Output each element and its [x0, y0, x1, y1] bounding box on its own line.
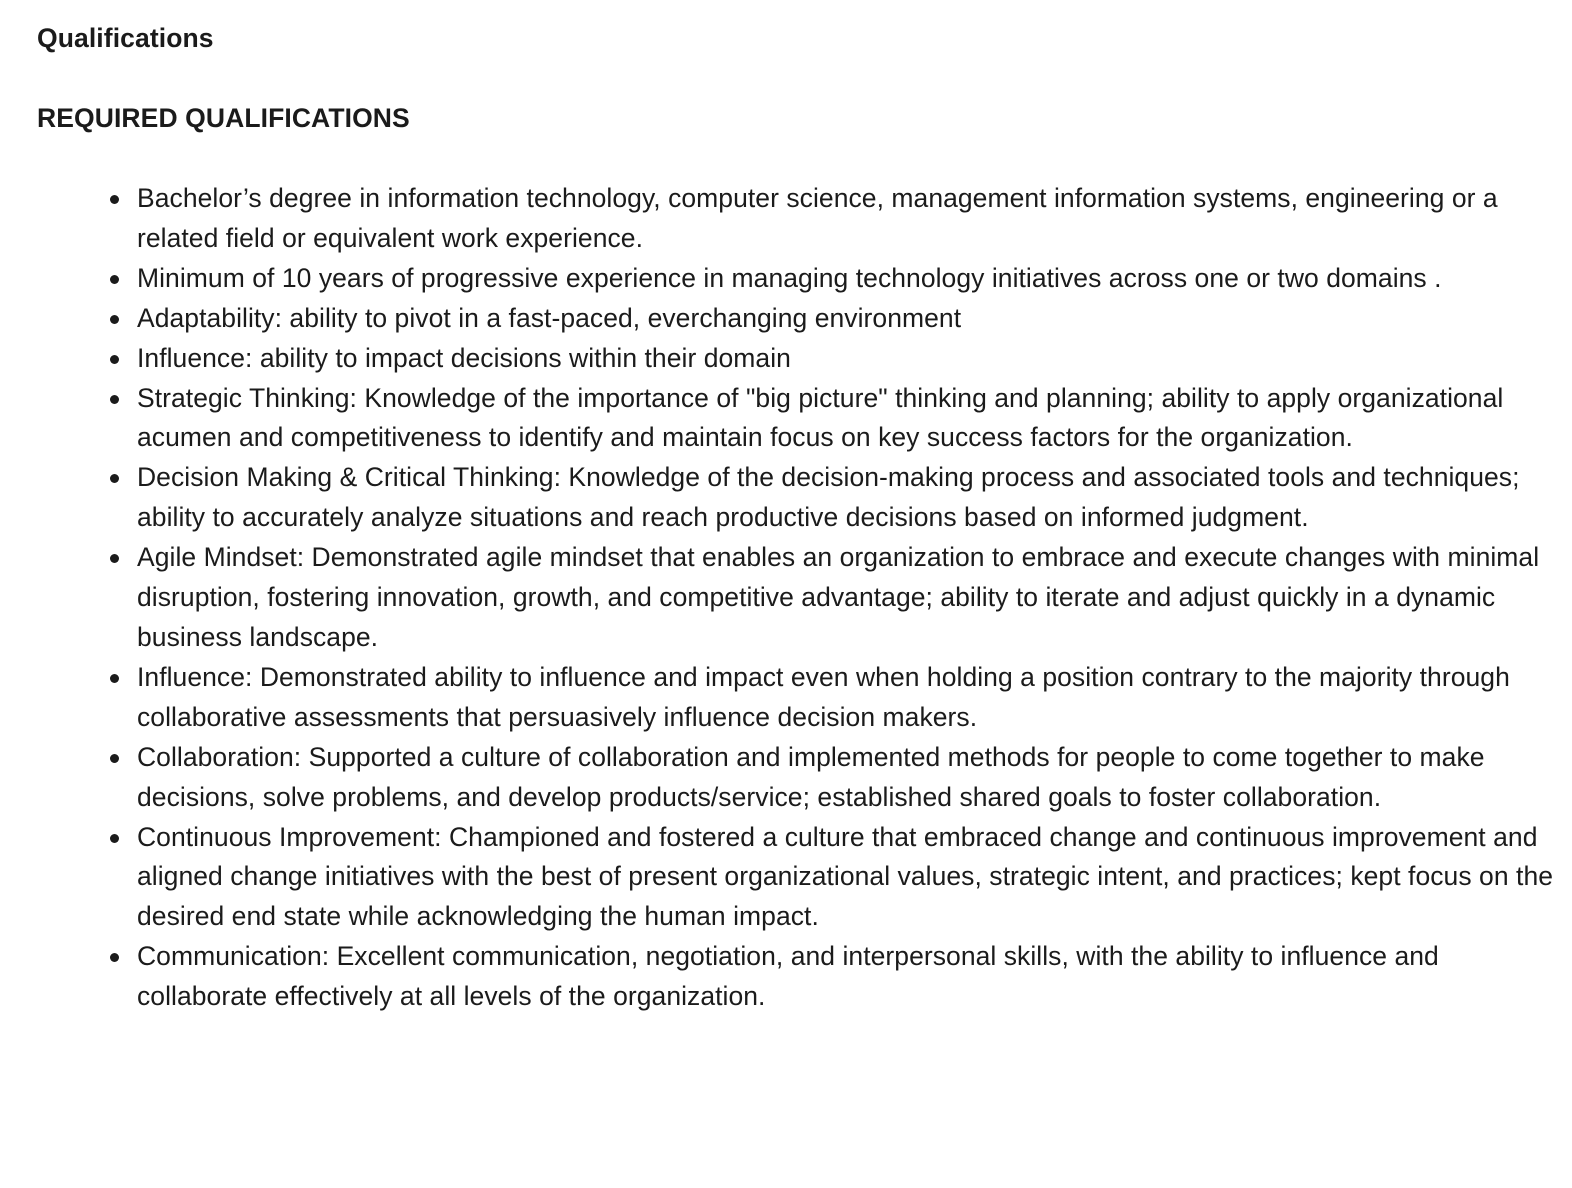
list-item-text: Minimum of 10 years of progressive experience in managing technology initiatives across one or two domains . [137, 262, 1442, 293]
bullet-icon [110, 195, 119, 204]
required-qualifications-heading: REQUIRED QUALIFICATIONS [37, 103, 410, 133]
list-item [137, 937, 1557, 1017]
section-title: Qualifications [37, 23, 214, 53]
list-item [137, 259, 1557, 299]
bullet-icon [110, 315, 119, 324]
list-item-text: Influence: ability to impact decisions within their domain [137, 342, 791, 373]
list-item-text: Agile Mindset: Demonstrated agile mindset that enables an organization to embrace and execute changes with minimal disruption, fostering innovation, growth, and competitive advantage; ability to iterate and adjust quickly in a dynamic business landscape. [137, 542, 1540, 652]
bullet-icon [110, 474, 119, 483]
list-item [137, 458, 1557, 538]
bullet-icon [110, 395, 119, 404]
list-item [137, 738, 1557, 818]
list-item-text: Bachelor’s degree in information technology, computer science, management information systems, engineering or a related field or equivalent work experience. [137, 183, 1498, 253]
list-item-text: Continuous Improvement: Championed and fostered a culture that embraced change and continuous improvement and aligned change initiatives with the best of present organizational values, strategic intent, and practices; kept focus on the desired end state while acknowledging the human impact. [137, 821, 1554, 932]
list-item [137, 179, 1557, 259]
bullet-icon [110, 674, 119, 683]
list-item [137, 339, 1557, 379]
bullet-icon [110, 275, 119, 284]
list-item [137, 818, 1557, 938]
list-item [137, 299, 1557, 339]
bullet-icon [110, 754, 119, 763]
qualifications-list [37, 179, 1557, 1017]
list-item-text: Influence: Demonstrated ability to influence and impact even when holding a position contrary to the majority through collaborative assessments that persuasively influence decision makers. [137, 661, 1510, 732]
list-item-text: Adaptability: ability to pivot in a fast-paced, everchanging environment [137, 302, 962, 333]
bullet-icon [110, 834, 119, 843]
bullet-icon [110, 953, 119, 962]
list-item-text: Communication: Excellent communication, negotiation, and interpersonal skills, with the ability to influence and collaborate effectively at all levels of the organization. [137, 941, 1439, 1012]
bullet-icon [110, 355, 119, 364]
list-item [137, 538, 1557, 658]
list-item-text: Decision Making & Critical Thinking: Knowledge of the decision-making process and associated tools and techniques; ability to accurately analyze situations and reach productive decisions based on informed judgment. [137, 462, 1520, 533]
list-item-text: Strategic Thinking: Knowledge of the importance of "big picture" thinking and planning; ability to apply organizational acumen and competitiveness to identify and maintain focus on key success factors for the organization. [137, 382, 1504, 453]
list-item [137, 658, 1557, 738]
list-item-text: Collaboration: Supported a culture of collaboration and implemented methods for people to come together to make decisions, solve problems, and develop products/service; established shared goals to foster collaboration. [137, 741, 1485, 812]
list-item [137, 379, 1557, 459]
bullet-icon [110, 554, 119, 563]
